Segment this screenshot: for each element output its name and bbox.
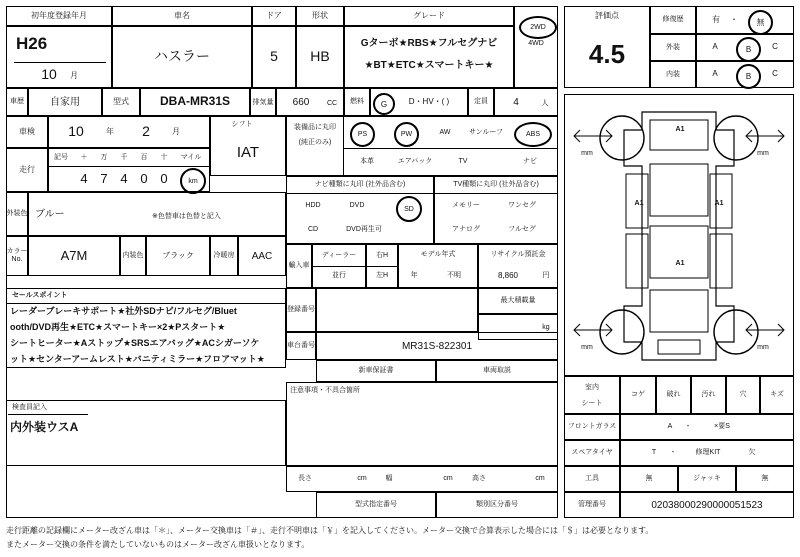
import-dealer: ディーラー bbox=[321, 252, 357, 260]
mileage-sen: 千 bbox=[120, 153, 128, 161]
sales-line-3: シートヒーター★Aストップ★SRSエアバッグ★ACシガーソケ bbox=[10, 338, 260, 349]
drive-4wd: 4WD bbox=[528, 40, 544, 48]
navi-hdd: HDD bbox=[305, 202, 321, 210]
sales-line-4: ット★センターアームレスト★バニティミラー★フロアマット★ bbox=[10, 354, 265, 365]
inspector-label: 検査員記入 bbox=[8, 401, 88, 415]
mgmt-no-value: 02038000290000051523 bbox=[651, 499, 763, 511]
navi-sd: SD bbox=[396, 196, 422, 222]
color-no-value: A7M bbox=[60, 247, 88, 263]
import-label: 輸入車 bbox=[288, 262, 310, 270]
shift-value: IAT bbox=[236, 143, 260, 161]
ac-label: 冷暖房 bbox=[213, 252, 235, 260]
regno-cell bbox=[316, 288, 478, 332]
navi-dvd-replay: DVD再生可 bbox=[346, 226, 382, 234]
jack-label: ジャッキ bbox=[693, 475, 721, 483]
equip-abs: ABS bbox=[514, 122, 552, 147]
shaden-value: 自家用 bbox=[50, 96, 80, 108]
exterior-grade-b: B bbox=[736, 37, 761, 62]
seats-label: 定員 bbox=[474, 98, 488, 106]
fuel-other: D・HV・( ) bbox=[408, 96, 450, 106]
col-kizu-label: キズ bbox=[770, 391, 784, 399]
reg-year: H26 bbox=[16, 33, 48, 53]
spare-tire-t: T bbox=[651, 449, 657, 457]
navi-dvd: DVD bbox=[349, 202, 365, 210]
diagram-mm-fl: mm bbox=[581, 150, 593, 158]
equipment-label-2: (純正のみ) bbox=[298, 139, 332, 147]
car-manual-label: 車両取説 bbox=[483, 367, 511, 375]
mileage-hyaku: 百 bbox=[140, 153, 148, 161]
disp-label: 排気量 bbox=[252, 98, 274, 106]
front-glass-a: A bbox=[667, 423, 673, 431]
equip-tv: TV bbox=[458, 158, 468, 166]
caution-label: 注意事項・不具合箇所 bbox=[290, 387, 360, 395]
diagram-mark-3: A1 bbox=[714, 200, 724, 208]
mileage-label: 走行 bbox=[19, 164, 35, 174]
front-glass-x: ×要S bbox=[714, 423, 730, 431]
color-no-label-text: カラーNo. bbox=[6, 247, 28, 263]
interior-color-label: 内装色 bbox=[122, 252, 144, 260]
interior-seat-label-1: 室内 bbox=[585, 384, 599, 392]
tv-oneseg: ワンセグ bbox=[508, 202, 536, 210]
exterior-grade-label: 外装 bbox=[666, 43, 680, 51]
exterior-color-label: 外装色 bbox=[6, 210, 28, 218]
carname-label: 車名 bbox=[174, 10, 190, 20]
reg-month-value: 10 bbox=[41, 66, 57, 83]
interior-grade-b: B bbox=[736, 64, 761, 89]
reg-label: 初年度登録年月 bbox=[31, 10, 87, 20]
mileage-digit-1: 7 bbox=[100, 170, 108, 186]
footer-line-2: またメーター交換の条件を満たしていないものはメーター改ざん車扱いとなります。 bbox=[6, 540, 310, 549]
tv-memory: メモリー bbox=[452, 202, 480, 210]
mileage-kigou: 記号 bbox=[54, 153, 68, 161]
equip-leather: 本革 bbox=[360, 158, 374, 166]
height-label: 高さ bbox=[472, 475, 486, 483]
shape-value: HB bbox=[310, 48, 330, 65]
shaken-month-unit: 月 bbox=[172, 126, 180, 136]
footer-line-1: 走行距離の記録欄にメーター改ざん車は「＊」、メーター交換車は「＃」、走行不明車は「￥」を記入してください。メーター交換で合算表示した場合には「＄」は必要となります。 bbox=[6, 526, 654, 535]
history-sep: ・ bbox=[730, 14, 738, 24]
diagram-mark-4: A1 bbox=[675, 260, 685, 268]
door-label: ドア bbox=[266, 10, 282, 20]
spare-tire-sep: ・ bbox=[669, 449, 677, 457]
history-no: 無 bbox=[748, 10, 773, 35]
mileage-digit-3: 0 bbox=[140, 170, 148, 186]
shape-label: 形状 bbox=[312, 10, 328, 20]
color-change-note: ※色替車は色替と記入 bbox=[152, 213, 221, 221]
diagram-mm-rr: mm bbox=[757, 344, 769, 352]
reg-month-unit: 月 bbox=[70, 70, 78, 80]
tools-value: 無 bbox=[645, 475, 653, 483]
fuel-label: 燃料 bbox=[350, 98, 364, 106]
drive-2wd: 2WD bbox=[519, 16, 557, 39]
carname-value: ハスラー bbox=[154, 48, 210, 65]
seats-unit: 人 bbox=[541, 100, 549, 108]
mileage-digit-2: 4 bbox=[120, 170, 128, 186]
interior-seat-label-2: シート bbox=[581, 400, 603, 408]
col-ana-label: 穴 bbox=[739, 391, 747, 399]
equip-aw: AW bbox=[439, 129, 451, 137]
diagram-mm-fr: mm bbox=[757, 150, 769, 158]
interior-grade-c: C bbox=[772, 69, 778, 79]
regno-label: 登録番号 bbox=[287, 305, 315, 313]
sales-line-2: ooth/DVD再生★ETC★スマートキー×2★Pスタート★ bbox=[10, 322, 226, 333]
score-label: 評価点 bbox=[595, 10, 619, 20]
mileage-man: 万 bbox=[100, 153, 108, 161]
recycle-value: 8,860 bbox=[497, 270, 519, 280]
model-year-unit: 年 bbox=[410, 272, 418, 280]
navi-cd: CD bbox=[307, 226, 319, 234]
import-heikou: 並行 bbox=[332, 272, 346, 280]
import-left-hand: 左H bbox=[375, 272, 389, 280]
score-value: 4.5 bbox=[588, 38, 626, 69]
grade-line2: ★BT★ETC★スマートキー★ bbox=[364, 59, 494, 71]
color-no-label bbox=[6, 236, 28, 276]
disp-unit: CC bbox=[326, 100, 338, 108]
ac-value: AAC bbox=[251, 250, 273, 262]
spare-tire-none: 欠 bbox=[748, 449, 756, 457]
class-no-label: 類別区分番号 bbox=[476, 501, 518, 509]
mgmt-no-label: 管理番号 bbox=[578, 501, 606, 509]
height-unit: cm bbox=[535, 475, 545, 483]
disp-value: 660 bbox=[292, 96, 310, 108]
width-label: 幅 bbox=[385, 475, 393, 483]
car-diagram bbox=[564, 94, 794, 376]
exterior-grade-c: C bbox=[772, 42, 778, 52]
equipment-label-1: 装備品に丸印 bbox=[294, 124, 336, 132]
tv-type-label: TV種類に丸印 (社外品含む) bbox=[434, 176, 558, 194]
katashiki-value: DBA-MR31S bbox=[159, 94, 230, 109]
door-value: 5 bbox=[270, 48, 278, 65]
recycle-label: リサイクル預託金 bbox=[490, 251, 546, 259]
diagram-mark-1: A1 bbox=[675, 126, 685, 134]
interior-grade-a: A bbox=[712, 69, 718, 79]
shaden-label: 車歴 bbox=[10, 98, 24, 106]
mileage-digit-0: 4 bbox=[80, 170, 88, 186]
katashiki-label: 型式 bbox=[113, 96, 129, 106]
new-warranty-label: 新車保証書 bbox=[358, 367, 394, 375]
shaken-month: 2 bbox=[142, 123, 150, 140]
col-koge-label: コゲ bbox=[631, 391, 645, 399]
maxload-unit: kg bbox=[542, 324, 550, 332]
navi-type-label: ナビ種類に丸印 (社外品含む) bbox=[286, 176, 434, 194]
dimension-row bbox=[286, 466, 558, 492]
shaken-year-unit: 年 bbox=[106, 126, 114, 136]
tools-label: 工具 bbox=[585, 475, 599, 483]
chassis-label: 車台番号 bbox=[287, 341, 315, 349]
diagram-mm-rl: mm bbox=[581, 344, 593, 352]
interior-grade-label: 内装 bbox=[666, 70, 680, 78]
recycle-unit: 円 bbox=[542, 272, 550, 280]
model-year-label: モデル年式 bbox=[420, 251, 456, 259]
width-unit: cm bbox=[443, 475, 453, 483]
front-glass-label: フロントガラス bbox=[567, 423, 617, 431]
sales-line-1: レーダーブレーキサポート★社外SDナビ/フルセグ/Bluet bbox=[10, 306, 237, 317]
maxload-label: 最大積載量 bbox=[500, 297, 536, 305]
mileage-ten: 十 bbox=[160, 153, 168, 161]
exterior-color-value: ブルー bbox=[35, 208, 65, 220]
mileage-mile-label: マイル bbox=[180, 153, 202, 161]
type-no-label: 型式指定番号 bbox=[355, 501, 397, 509]
diagram-mark-2: A1 bbox=[634, 200, 644, 208]
interior-color-value: ブラック bbox=[162, 250, 194, 260]
import-right-hand: 右H bbox=[375, 252, 389, 260]
equip-pw: PW bbox=[394, 122, 419, 147]
mileage-km-label: km bbox=[180, 168, 206, 194]
inspector-note: 内外装ウスA bbox=[10, 420, 79, 435]
shaken-label: 車検 bbox=[19, 126, 35, 136]
mileage-plus: ＋ bbox=[80, 153, 88, 161]
grade-line1: Gターボ★RBS★フルセグナビ bbox=[360, 37, 498, 49]
length-label: 長さ bbox=[298, 475, 312, 483]
equip-airbag: エアバック bbox=[397, 158, 433, 166]
tv-analog: アナログ bbox=[452, 226, 480, 234]
sales-points-title: セールスポイント bbox=[12, 292, 68, 300]
tv-fullseg: フルセグ bbox=[508, 226, 536, 234]
grade-label: グレード bbox=[413, 10, 445, 20]
fuel-gasoline: G bbox=[373, 93, 395, 115]
jack-value: 無 bbox=[761, 475, 769, 483]
length-unit: cm bbox=[357, 475, 367, 483]
mileage-digit-4: 0 bbox=[160, 170, 168, 186]
shift-label: シフト bbox=[231, 121, 253, 129]
chassis-value: MR31S-822301 bbox=[401, 340, 473, 352]
equip-navi: ナビ bbox=[523, 158, 537, 166]
equip-ps: PS bbox=[350, 122, 375, 147]
history-yes: 有 bbox=[712, 14, 720, 24]
exterior-grade-a: A bbox=[712, 42, 718, 52]
spare-tire-label: スペアタイヤ bbox=[571, 449, 613, 457]
col-yabure-label: 破れ bbox=[666, 391, 681, 399]
spare-tire-kit: 修理KIT bbox=[695, 449, 721, 457]
col-yogore-label: 汚れ bbox=[701, 391, 716, 399]
model-year-unknown: 不明 bbox=[447, 272, 461, 280]
seats-value: 4 bbox=[513, 96, 519, 108]
shaken-year: 10 bbox=[68, 123, 84, 140]
history-label: 修復歴 bbox=[662, 16, 684, 24]
equip-sunroof: サンルーフ bbox=[468, 129, 504, 137]
front-glass-sep: ・ bbox=[684, 423, 692, 431]
